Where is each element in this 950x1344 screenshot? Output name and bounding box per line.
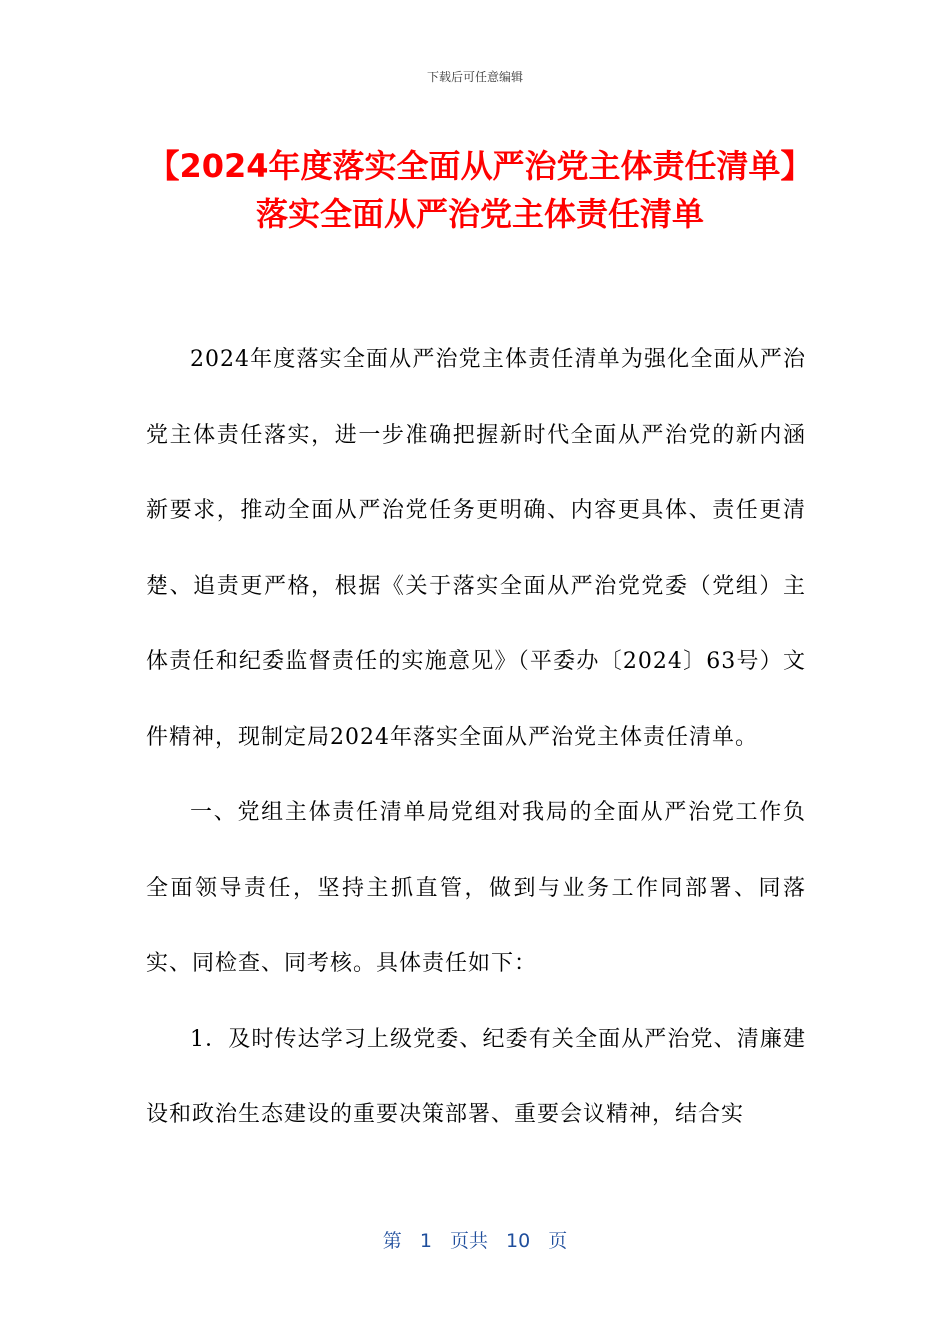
paragraph-section-one: 一、党组主体责任清单局党组对我局的全面从严治党工作负全面领导责任，坚持主抓直管，做到与业务工作同部署、同落实、同检查、同考核。具体责任如下： [146,800,806,976]
document-body [146,322,806,1153]
header-note: 下载后可任意编辑 [426,70,523,84]
document-title: 【2024年度落实全面从严治党主体责任清单】 落实全面从严治党主体责任清单 [147,147,813,233]
page-number: 第 1 页共 10 页 [382,1230,568,1252]
paragraph-item-one: 1．及时传达学习上级党委、纪委有关全面从严治党、清廉建设和政治生态建设的重要决策部署、重要会议精神，结合实 [146,1026,806,1127]
paragraph-intro: 2024年度落实全面从严治党主体责任清单为强化全面从严治党主体责任落实，进一步准确把握新时代全面从严治党的新内涵新要求，推动全面从严治党任务更明确、内容更具体、责任更清楚、追责更严格，根据《关于落实全面从严治党党委（党组）主体责任和纪委监督责任的实施意见》（平委办〔2024〕63号）文件精神，现制定局2024年落实全面从严治党主体责任清单。 [146,347,806,750]
